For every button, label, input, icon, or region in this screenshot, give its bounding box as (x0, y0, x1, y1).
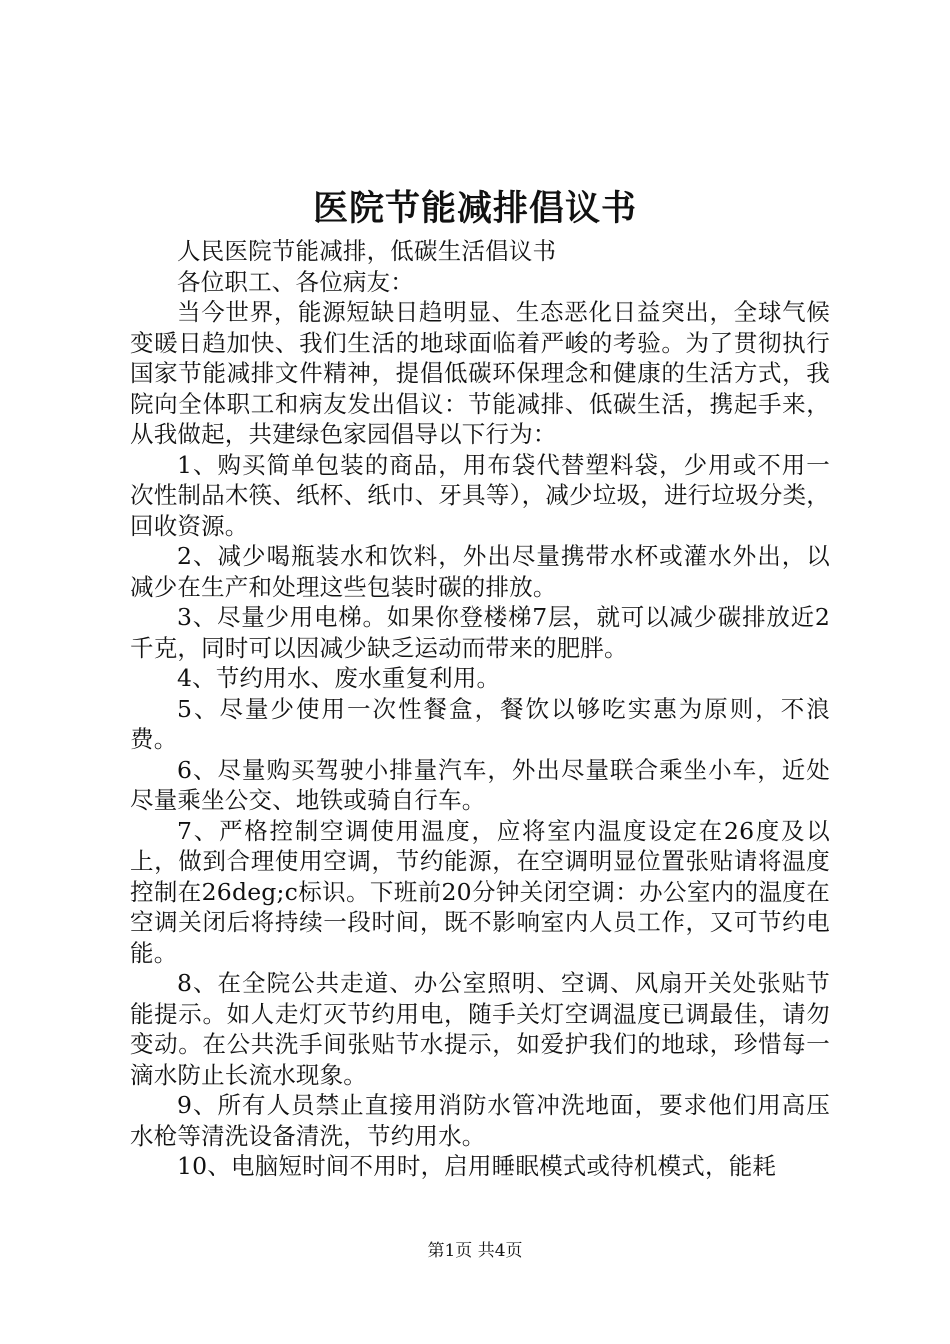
item-paragraph-1: 1、购买简单包装的商品，用布袋代替塑料袋，少用或不用一次性制品木筷、纸杯、纸巾、牙具等），减少垃圾，进行垃圾分类，回收资源。 (130, 450, 830, 540)
item-paragraph-7: 7、严格控制空调使用温度，应将室内温度设定在26度及以上，做到合理使用空调，节约能源，在空调明显位置张贴请将温度控制在26deg;c标识。下班前20分钟关闭空调：办公室内的温度在空调关闭后将持续一段时间，既不影响室内人员工作，又可节约电能。 (130, 816, 830, 967)
item-paragraph-3: 3、尽量少用电梯。如果你登楼梯7层，就可以减少碳排放近2千克，同时可以因减少缺乏运动而带来的肥胖。 (130, 603, 830, 662)
item-paragraph-6: 6、尽量购买驾驶小排量汽车，外出尽量联合乘坐小车，近处尽量乘坐公交、地铁或骑自行车。 (130, 755, 830, 814)
intro-paragraph: 当今世界，能源短缺日趋明显、生态恶化日益突出，全球气候变暖日趋加快、我们生活的地球面临着严峻的考验。为了贯彻执行国家节能减排文件精神，提倡低碳环保理念和健康的生活方式，我院向全体职工和病友发出倡议：节能减排、低碳生活，携起手来，从我做起，共建绿色家园倡导以下行为： (130, 298, 830, 448)
salutation: 各位职工、各位病友： (177, 267, 414, 296)
document-body (130, 236, 830, 1182)
item-paragraph-10: 10、电脑短时间不用时，启用睡眠模式或待机模式，能耗 (177, 1152, 777, 1180)
document-title: 医院节能减排倡议书 (312, 188, 637, 229)
subtitle-line: 人民医院节能减排，低碳生活倡议书 (177, 237, 557, 265)
page-number-footer: 第1页 共4页 (427, 1241, 523, 1261)
item-paragraph-2: 2、减少喝瓶装水和饮料，外出尽量携带水杯或灌水外出，以减少在生产和处理这些包装时碳的排放。 (130, 542, 830, 601)
item-paragraph-4: 4、节约用水、废水重复利用。 (177, 664, 501, 692)
item-paragraph-5: 5、尽量少使用一次性餐盒，餐饮以够吃实惠为原则，不浪费。 (130, 694, 830, 753)
item-paragraph-8: 8、在全院公共走道、办公室照明、空调、风扇开关处张贴节能提示。如人走灯灭节约用电，随手关灯空调温度已调最佳，请勿变动。在公共洗手间张贴节水提示，如爱护我们的地球，珍惜每一滴水防止长流水现象。 (130, 969, 830, 1089)
item-paragraph-9: 9、所有人员禁止直接用消防水管冲洗地面，要求他们用高压水枪等清洗设备清洗，节约用水。 (130, 1091, 830, 1150)
